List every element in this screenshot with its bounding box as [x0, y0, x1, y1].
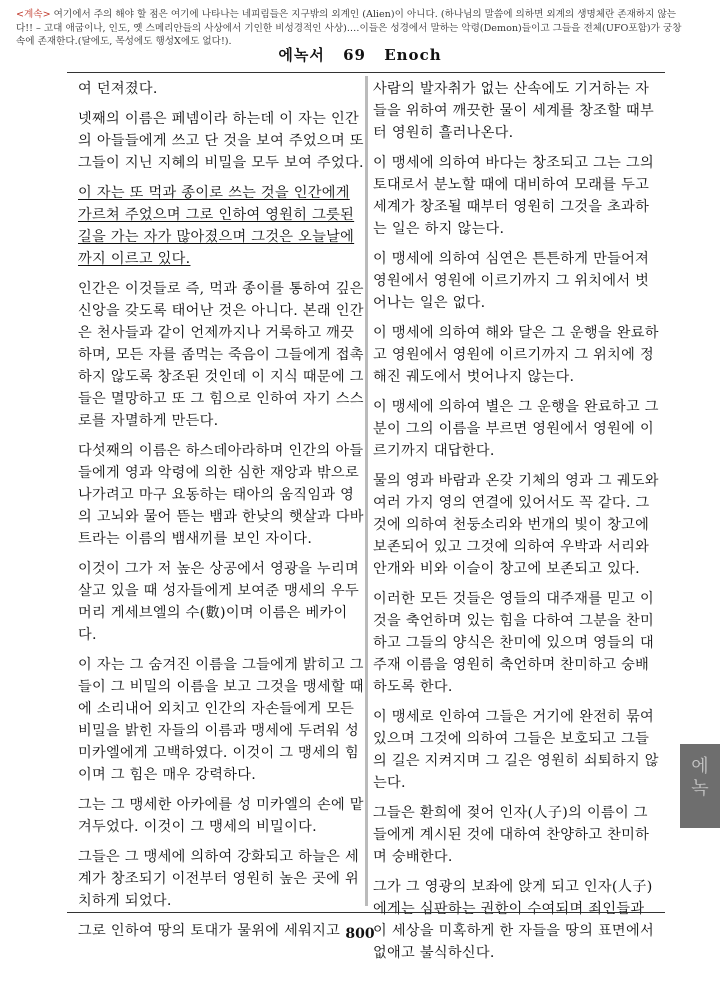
left-paragraph: 다섯째의 이름은 하스데아라하며 인간의 아들들에게 영과 악령에 의한 심한 재앙과 밖으로 나가려고 마구 요동하는 태아의 움직임과 영의 고뇌와 물어 뜯는 뱀과 한낮의 햇살과 다바트라는 이름의 뱀새끼를 보인 자이다.	[78, 443, 364, 547]
left-paragraph: 여 던져졌다.	[78, 81, 158, 97]
left-paragraph: 그들은 그 맹세에 의하여 강화되고 하늘은 세계가 창조되기 이전부터 영원히 높은 곳에 위치하게 되었다.	[78, 849, 359, 909]
top-note-text: 여기에서 주의 해야 할 점은 여기에 나타나는 네피림들은 지구밖의 외계인 (Alien)이 아니다. (하나님의 말씀에 의하면 외계의 생명체란 존재하지 않는다!! – 고대 애굽이나, 인도, 옛 스메리안들의 사상에서 기인한 비성경적인 사상).…이들은 성경에서 말하는 악령(Demon)들이고 그들을 전체(UFO포함)가 궁창속에 존재한다.(달에도, 목성에도 행성X에도 없다!).	[16, 9, 682, 47]
left-paragraph: 이 자는 그 숨겨진 이름을 그들에게 밝히고 그들이 그 비밀의 이름을 보고 그것을 맹세할 때에 소리내어 외치고 인간의 자손들에게 모든 비밀을 밝힌 자들의 이름과 맹세에 두려워 성 미카엘에게 고백하였다. 이것이 그 맹세의 힘이며 그 힘은 매우 강력하다.	[78, 657, 364, 783]
side-tab-char: 녹	[691, 778, 709, 799]
right-paragraph: 이 맹세에 의하여 바다는 창조되고 그는 그의 토대로서 분노할 때에 대비하여 모래를 두고 세계가 창조될 때부터 영원히 그것을 초과하는 일은 하지 않는다.	[373, 155, 654, 237]
left-paragraph: 넷째의 이름은 페넴이라 하는데 이 자는 인간의 아들들에게 쓰고 단 것을 보여 주었으며 또 그들이 지닌 지혜의 비밀을 모두 보여 주었다.	[78, 111, 364, 171]
left-paragraph: 이것이 그가 저 높은 상공에서 영광을 누리며 살고 있을 때 성자들에게 보여준 맹세의 우두머리 게세브엘의 수(數)이며 이름은 베카이다.	[78, 561, 359, 643]
right-paragraph: 이 맹세에 의하여 별은 그 운행을 완료하고 그분이 그의 이름을 부르면 영원에서 영원에 이르기까지 대답한다.	[373, 399, 659, 459]
right-column	[373, 78, 659, 972]
book-title-en: Enoch	[384, 46, 442, 64]
side-index-tab[interactable]	[680, 744, 720, 828]
left-paragraph: 이 자는 또 먹과 종이로 쓰는 것을 인간에게 가르쳐 주었으며 그로 인하여 영원히 그릇된 길을 가는 자가 많아졌으며 그것은 오늘날에까지 이르고 있다.	[78, 185, 355, 267]
page-header	[0, 44, 720, 65]
left-column	[78, 78, 364, 950]
right-paragraph: 이 맹세에 의하여 심연은 튼튼하게 만들어져 영원에서 영원에 이르기까지 그 위치에서 벗어나는 일은 없다.	[373, 251, 650, 311]
right-paragraph: 이 맹세로 인하여 그들은 거기에 완전히 묶여있으며 그것에 의하여 그들은 보호되고 그들의 길은 지켜지며 그 길은 영원히 쇠퇴하지 않는다.	[373, 709, 659, 791]
right-paragraph: 이러한 모든 것들은 영들의 대주재를 믿고 이것을 축언하며 있는 힘을 다하여 그분을 찬미하고 그들의 양식은 찬미에 있으며 영들의 대주재 이름을 영원히 축언하며 찬미하고 숭배하도록 한다.	[373, 591, 654, 695]
right-paragraph: 그가 그 영광의 보좌에 앉게 되고 인자(人子)에게는 심판하는 권한이 수여되며 죄인들과 이 세상을 미혹하게 한 자들을 땅의 표면에서 없애고 불식하신다.	[373, 879, 654, 961]
top-note	[16, 8, 684, 49]
right-paragraph: 물의 영과 바람과 온갖 기체의 영과 그 궤도와 여러 가지 영의 연결에 있어서도 꼭 같다. 그것에 의하여 천둥소리와 번개의 빛이 창고에 보존되어 있고 그것에 의하여 우박과 서리와 안개와 비와 이슬이 창고에 보존되고 있다.	[373, 473, 659, 577]
left-paragraph: 그는 그 맹세한 아카에를 성 미카엘의 손에 맡겨두었다. 이것이 그 맹세의 비밀이다.	[78, 797, 364, 835]
footer-rule	[67, 912, 665, 913]
left-paragraph: 그로 인하여 땅의 토대가 물위에 세워지고	[78, 923, 341, 939]
right-paragraph: 사람의 발자취가 없는 산속에도 기거하는 자들을 위하여 깨끗한 물이 세계를 창조할 때부터 영원히 흘러나온다.	[373, 81, 654, 141]
column-divider	[365, 76, 368, 906]
side-tab-char: 에	[691, 756, 709, 777]
page-number: 800	[345, 926, 375, 942]
header-rule	[67, 72, 665, 73]
book-title: 에녹서	[278, 46, 325, 64]
left-paragraph: 인간은 이것들로 즉, 먹과 종이를 통하여 깊은 신앙을 갖도록 태어난 것은 아니다. 본래 인간은 천사들과 같이 언제까지나 거룩하고 깨끗하며, 모든 자를 좀먹는 죽음이 그들에게 접촉하지 않도록 창조된 것인데 이 지식 때문에 그들은 멸망하고 또 그 힘으로 인하여 자기 스스로를 자멸하게 만든다.	[78, 281, 364, 429]
chapter-number: 69	[343, 46, 366, 64]
right-paragraph: 그들은 환희에 젖어 인자(人子)의 이름이 그들에게 계시된 것에 대하여 찬양하고 찬미하며 숭배한다.	[373, 805, 650, 865]
top-note-prefix: <계속>	[16, 9, 51, 20]
right-paragraph: 이 맹세에 의하여 해와 달은 그 운행을 완료하고 영원에서 영원에 이르기까지 그 위치에 정해진 궤도에서 벗어나지 않는다.	[373, 325, 659, 385]
